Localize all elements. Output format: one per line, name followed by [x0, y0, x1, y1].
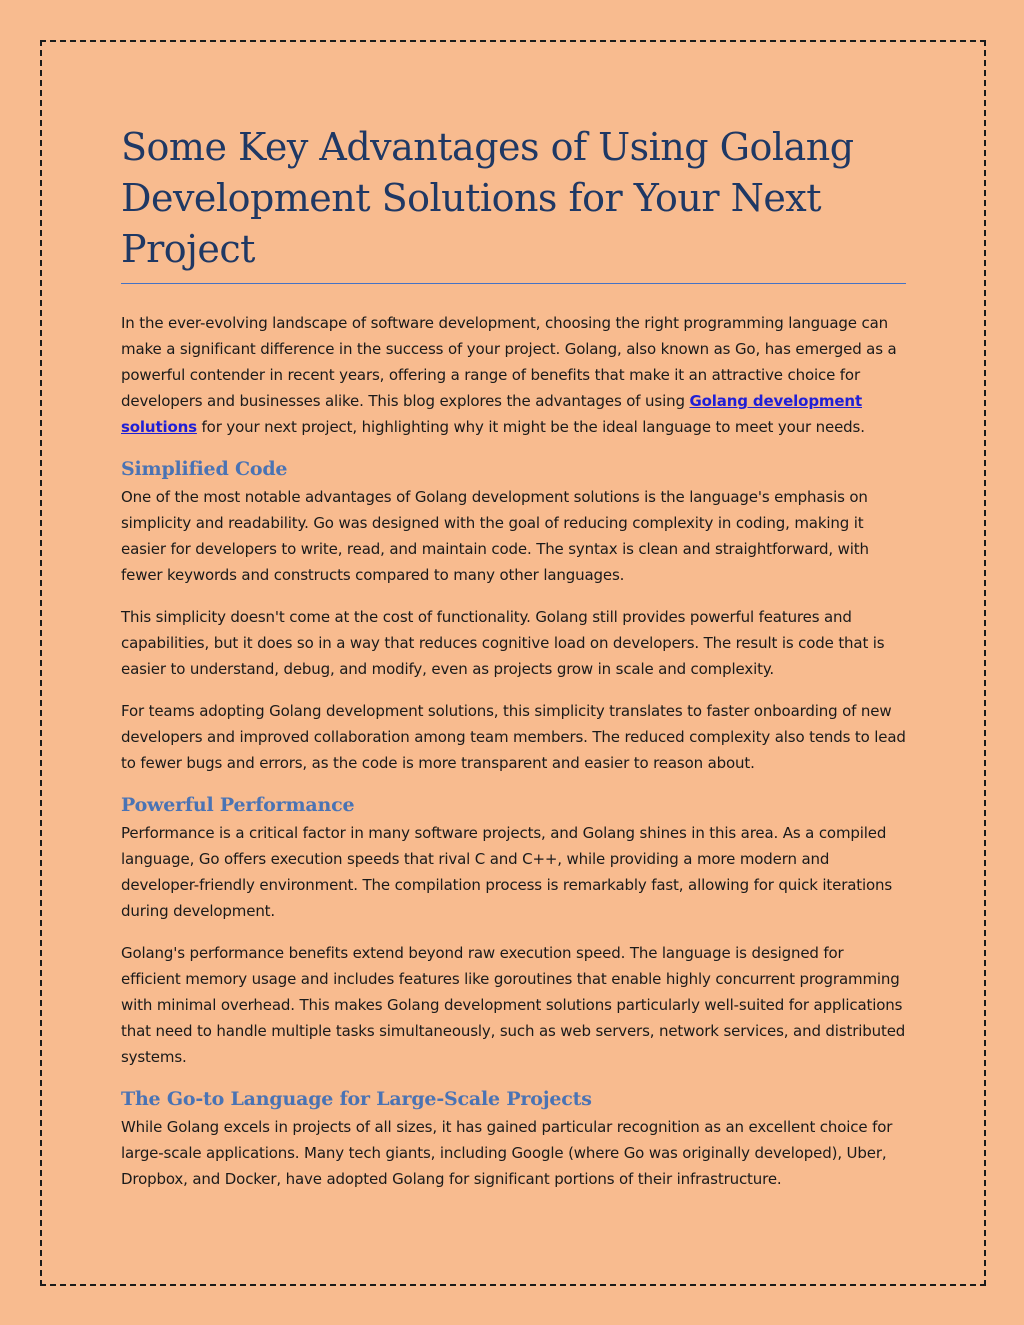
- section-heading-large-scale-projects: The Go-to Language for Large-Scale Projects: [121, 1088, 592, 1110]
- document-body: [121, 122, 906, 1208]
- paragraph: For teams adopting Golang development solutions, this simplicity translates to faster onboarding of new developers and improved collaboration among team members. The reduced complexity also tends to lead to fewer bugs and errors, as the code is more transparent and easier to reason about.: [121, 702, 906, 772]
- section-heading-powerful-performance: Powerful Performance: [121, 794, 355, 816]
- paragraph: This simplicity doesn't come at the cost of functionality. Golang still provides powerful features and capabilities, but it does so in a way that reduces cognitive load on developers. The result is code that is easier to understand, debug, and modify, even as projects grow in scale and complexity.: [121, 608, 885, 678]
- paragraph: One of the most notable advantages of Golang development solutions is the language's emphasis on simplicity and readability. Go was designed with the goal of reducing complexity in coding, making it easier for developers to write, read, and maintain code. The syntax is clean and straightforward, with fewer keywords and constructs compared to many other languages.: [121, 488, 869, 584]
- golang-development-solutions-link[interactable]: Golang development solutions: [121, 392, 862, 436]
- page-title: Some Key Advantages of Using Golang Development Solutions for Your Next Project: [121, 125, 854, 271]
- intro-text-after-link: for your next project, highlighting why it might be the ideal language to meet your needs.: [196, 418, 865, 436]
- section-heading-simplified-code: Simplified Code: [121, 458, 288, 480]
- paragraph: While Golang excels in projects of all sizes, it has gained particular recognition as an excellent choice for large-scale applications. Many tech giants, including Google (where Go was originally developed), Uber, Dropbox, and Docker, have adopted Golang for significant portions of their infrastructure.: [121, 1118, 893, 1188]
- paragraph: Golang's performance benefits extend beyond raw execution speed. The language is designed for efficient memory usage and includes features like goroutines that enable highly concurrent programming with minimal overhead. This makes Golang development solutions particularly well-suited for applications that need to handle multiple tasks simultaneously, such as web servers, network services, and distributed systems.: [121, 944, 906, 1066]
- intro-text-before-link: In the ever-evolving landscape of software development, choosing the right programming language can make a significant difference in the success of your project. Golang, also known as Go, has emerged as a powerful contender in recent years, offering a range of benefits that make it an attractive choice for developers and businesses alike. This blog explores the advantages of using: [121, 314, 897, 410]
- title-underline: [121, 283, 906, 284]
- intro-paragraph: [121, 310, 906, 440]
- paragraph: Performance is a critical factor in many software projects, and Golang shines in this area. As a compiled language, Go offers execution speeds that rival C and C++, while providing a more modern and developer-friendly environment. The compilation process is remarkably fast, allowing for quick iterations during development.: [121, 824, 893, 920]
